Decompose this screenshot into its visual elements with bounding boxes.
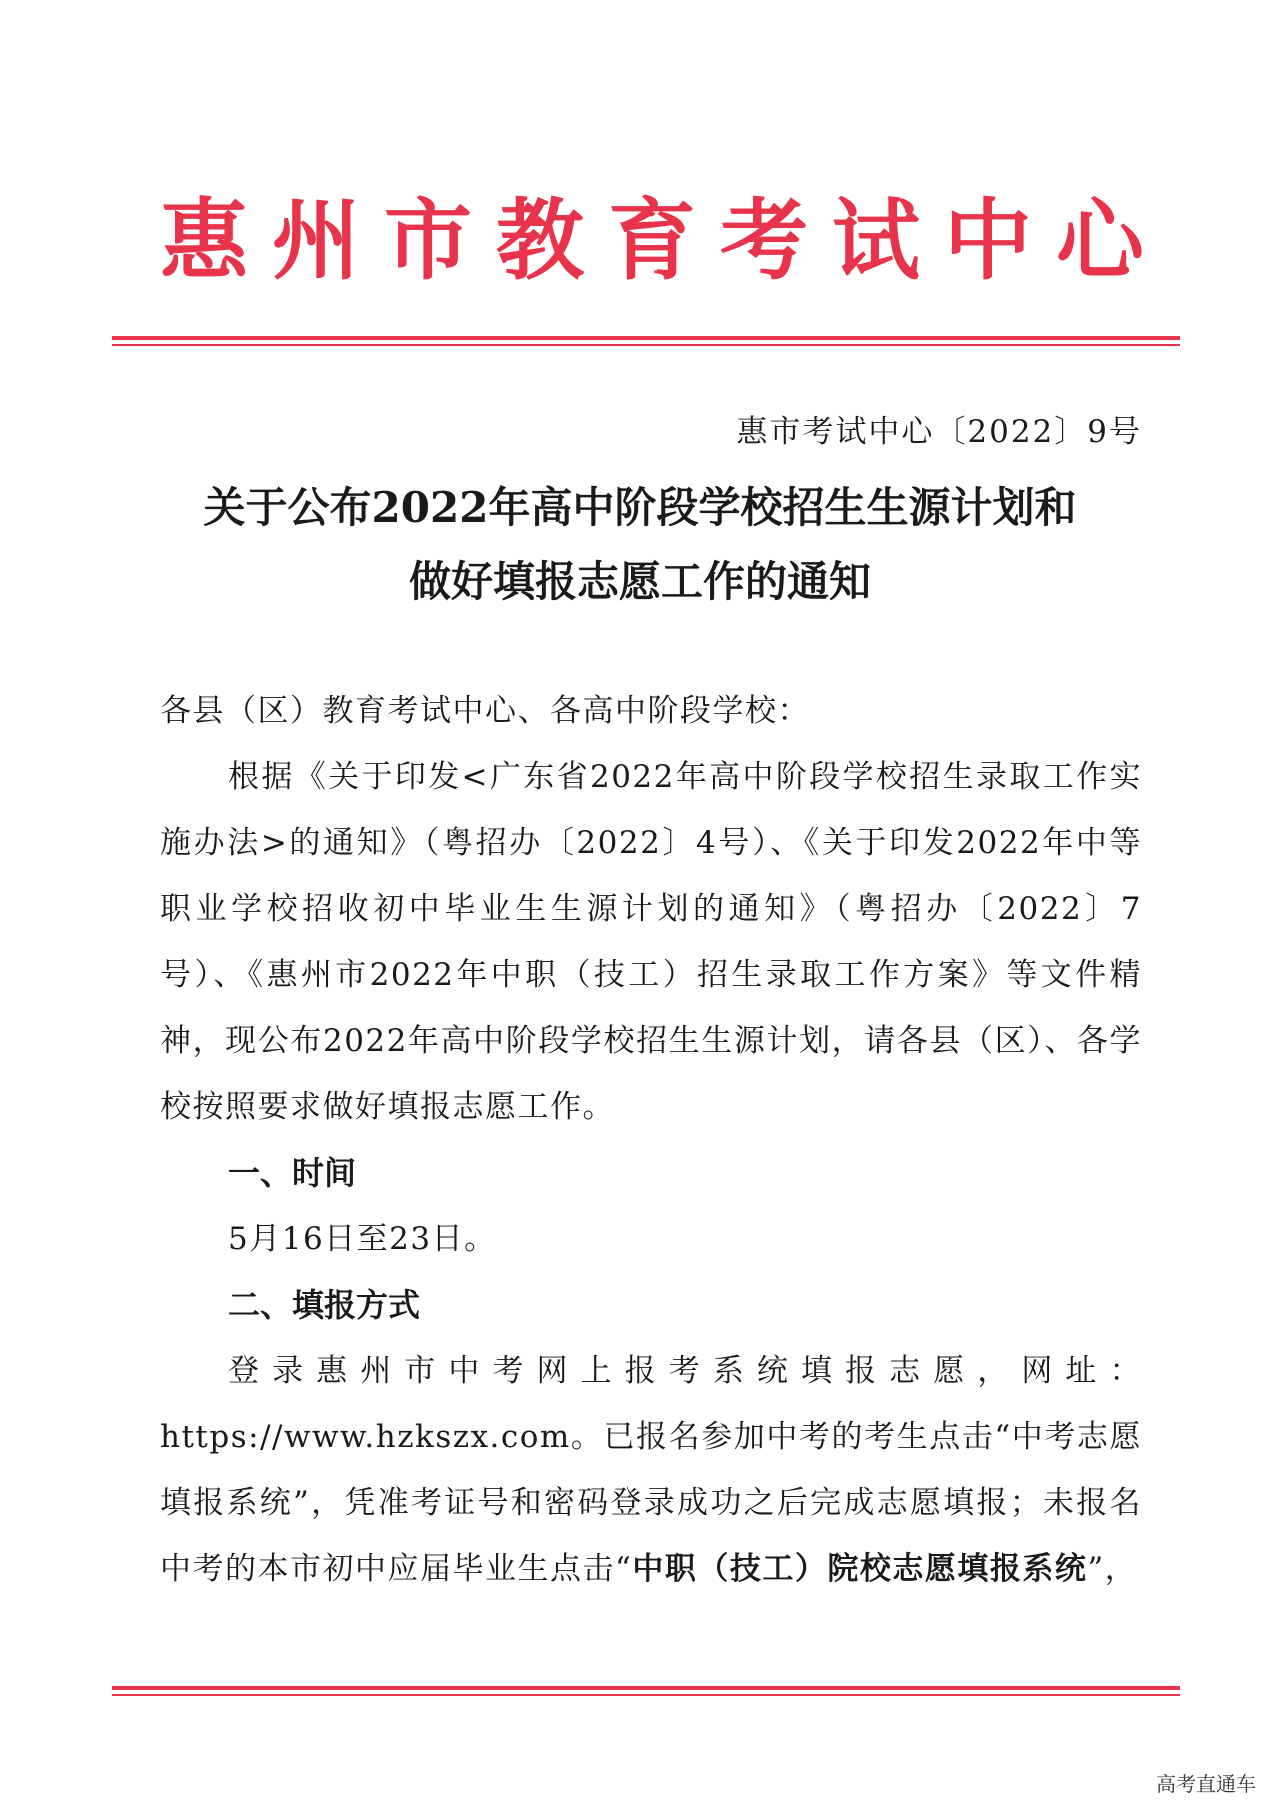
header-rule-thin <box>112 344 1180 346</box>
section-1-text: 5月16日至23日。 <box>228 1221 497 1257</box>
document-title-line-2: 做好填报志愿工作的通知 <box>408 557 871 606</box>
section-2-heading: 二、填报方式 <box>228 1286 421 1324</box>
section-2-text-part-1: 登录惠州市中考网上报考系统填报志愿，网址：https://www.hzkszx.com。已报名参加中考的考生点击“中考志愿填报系统”，凭准考证号和密码登录成功之后完成志愿填报；未报名中考的本市初中应届毕业生点击“ <box>160 1353 1142 1587</box>
org-header-title: 惠州市教育考试中心 <box>160 188 1169 292</box>
salutation: 各县（区）教育考试中心、各高中阶段学校： <box>160 693 810 729</box>
footer-rule-thick <box>112 1686 1180 1690</box>
section-1-heading: 一、时间 <box>228 1154 357 1192</box>
document-title-line-1: 关于公布2022年高中阶段学校招生生源计划和 <box>203 483 1077 532</box>
section-2-text-part-2: ”， <box>1087 1551 1138 1587</box>
header-rule-thick <box>112 336 1180 340</box>
document-number: 惠市考试中心〔2022〕9号 <box>736 414 1142 450</box>
footer-rule-thin <box>112 1694 1180 1696</box>
intro-paragraph: 根据《关于印发<广东省2022年高中阶段学校招生录取工作实施办法>的通知》（粤招办〔2022〕4号）、《关于印发2022年中等职业学校招收初中毕业生生源计划的通知》（粤招办〔2022〕7号）、《惠州市2022年中职（技工）招生录取工作方案》等文件精神，现公布2022年高中阶段学校招生生源计划，请各县（区）、各学校按照要求做好填报志愿工作。 <box>160 759 1142 1125</box>
section-2-paragraph <box>160 1338 1142 1602</box>
watermark-label: 高考直通车 <box>1150 1766 1262 1799</box>
section-2-text-bold: 中职（技工）院校志愿填报系统 <box>632 1551 1088 1587</box>
